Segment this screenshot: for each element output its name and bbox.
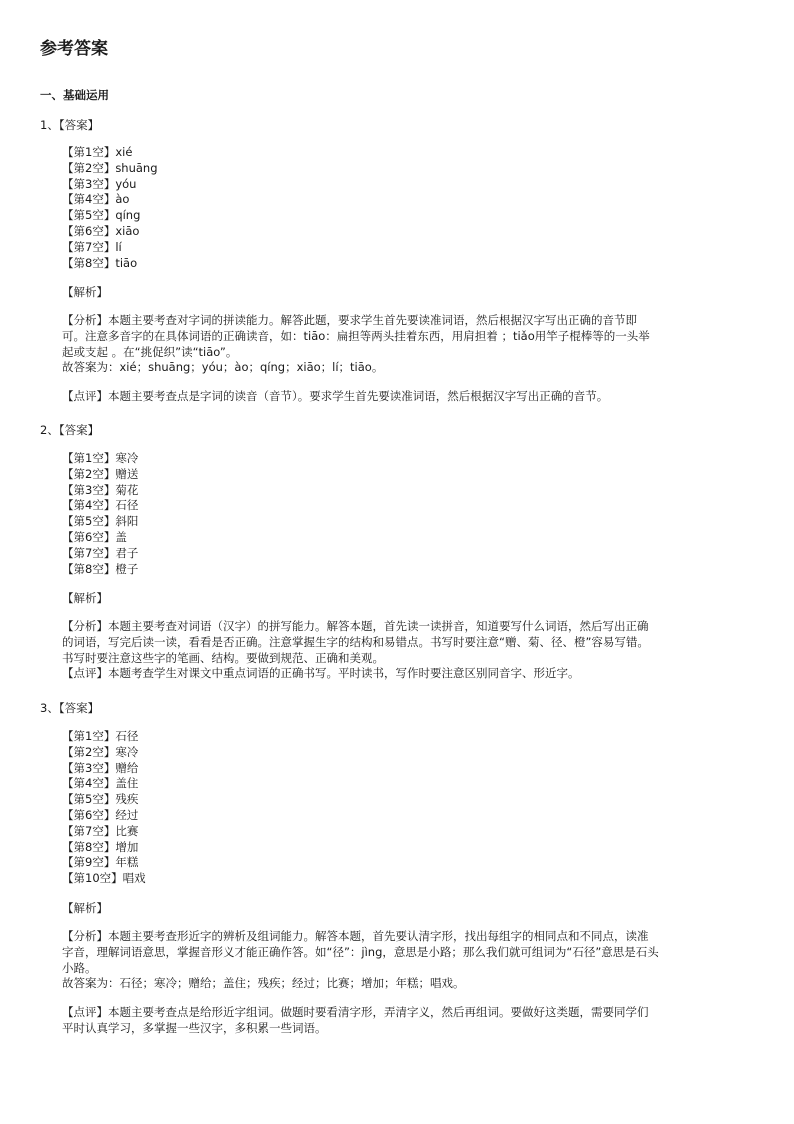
blank-answer: 【第1空】xié: [62, 145, 133, 159]
comment-line: 平时认真学习，多掌握一些汉字，多积累一些词语。: [62, 1020, 327, 1035]
analysis-line: 【分析】本题主要考查对词语（汉字）的拼写能力。解答本题，首先读一读拼音，知道要写什么词语，然后写出正确: [62, 619, 649, 633]
blank-answer: 【第6空】经过: [62, 807, 139, 822]
analysis-text: [62, 313, 714, 376]
blank-answer: 【第6空】盖: [62, 529, 127, 544]
blank-answer: 【第2空】shuāng: [62, 160, 158, 175]
answer-label: 【答案】: [58, 423, 100, 437]
comment-text: [62, 389, 714, 405]
analysis-line: 【点评】本题考查学生对课文中重点词语的正确书写。平时读书，写作时要注意区别同音字、形近字。: [62, 666, 580, 681]
answer-blanks: [62, 451, 138, 577]
blank-answer: 【第5空】qíng: [62, 208, 141, 223]
blank-answer: 【第2空】赠送: [62, 466, 139, 481]
analysis-line: 【分析】本题主要考查形近字的辨析及组词能力。解答本题，首先要认清字形，找出每组字的相同点和不同点，读准: [62, 929, 649, 943]
answer-label: 【答案】: [58, 701, 100, 715]
blank-answer: 【第8空】tiāo: [62, 255, 138, 270]
answer-blanks: [62, 145, 158, 271]
blank-answer: 【第7空】君子: [62, 545, 139, 560]
analysis-line: 【分析】本题主要考查对字词的拼读能力。解答此题，要求学生首先要读准词语，然后根据汉字写出正确的音节即: [62, 313, 637, 327]
analysis-line: 小路。: [62, 960, 97, 975]
analysis-text: [62, 619, 714, 682]
comment-line: 【点评】本题主要考查点是给形近字组词。做题时要看清字形，弄清字义，然后再组词。要做好这类题，需要同学们: [62, 1005, 649, 1019]
blank-answer: 【第3空】赠给: [62, 760, 139, 775]
blank-answer: 【第7空】lí: [62, 239, 122, 254]
section-heading: 一、基础运用: [40, 88, 109, 102]
blank-answer: 【第5空】斜阳: [62, 514, 139, 529]
analysis-label: 【解析】: [62, 591, 108, 605]
analysis-label: 【解析】: [62, 901, 108, 915]
question-3-header: [40, 701, 99, 717]
answer-blanks: [62, 729, 146, 887]
blank-answer: 【第1空】寒冷: [62, 451, 139, 465]
comment-text: [62, 1005, 714, 1037]
analysis-line: 起或支起 。在“挑促织”读“tiāo”。: [62, 344, 238, 359]
blank-answer: 【第9空】年糕: [62, 855, 139, 870]
analysis-line: 故答案为：xié；shuāng；yóu；ào；qíng；xiāo；lí；tiāo。: [62, 360, 384, 375]
answer-label: 【答案】: [58, 118, 100, 132]
blank-answer: 【第10空】唱戏: [62, 871, 146, 886]
blank-answer: 【第4空】盖住: [62, 776, 139, 791]
analysis-line: 的词语，写完后读一读，看看是否正确。注意掌握生字的结构和易错点。书写时要注意“赠、菊、径、橙”容易写错。: [62, 634, 649, 649]
page-title: 参考答案: [40, 39, 108, 59]
comment-line: 【点评】本题主要考查点是字词的读音（音节）。要求学生首先要读准词语，然后根据汉字写出正确的音节。: [62, 389, 609, 403]
blank-answer: 【第4空】ào: [62, 192, 130, 207]
analysis-line: 字音，理解词语意思，掌握音形义才能正确作答。如“径”：jìng，意思是小路；那么我们就可组词为“石径”意思是石头: [62, 944, 659, 959]
analysis-line: 书写时要注意这些字的笔画、结构。要做到规范、正确和美观。: [62, 650, 384, 665]
question-2-header: [40, 423, 99, 439]
analysis-line: 可。注意多音字的在具体词语的正确读音，如：tiāo：扁担等两头挂着东西，用肩担着 ；tiǎo用竿子棍棒等的一头举: [62, 328, 650, 343]
analysis-line: 故答案为：石径；寒冷；赠给；盖住；残疾；经过；比赛；增加；年糕；唱戏。: [62, 976, 465, 991]
blank-answer: 【第3空】菊花: [62, 482, 139, 497]
blank-answer: 【第6空】xiāo: [62, 223, 140, 238]
question-number: 1、: [40, 118, 59, 132]
blank-answer: 【第8空】增加: [62, 839, 139, 854]
blank-answer: 【第7空】比赛: [62, 823, 139, 838]
blank-answer: 【第4空】石径: [62, 498, 139, 513]
blank-answer: 【第3空】yóu: [62, 176, 137, 191]
question-number: 3、: [40, 701, 59, 715]
blank-answer: 【第8空】橙子: [62, 561, 139, 576]
question-number: 2、: [40, 423, 59, 437]
analysis-label: 【解析】: [62, 285, 108, 299]
question-1-header: [40, 118, 99, 134]
blank-answer: 【第1空】石径: [62, 729, 139, 743]
blank-answer: 【第5空】残疾: [62, 792, 139, 807]
analysis-text: [62, 929, 714, 992]
blank-answer: 【第2空】寒冷: [62, 744, 139, 759]
